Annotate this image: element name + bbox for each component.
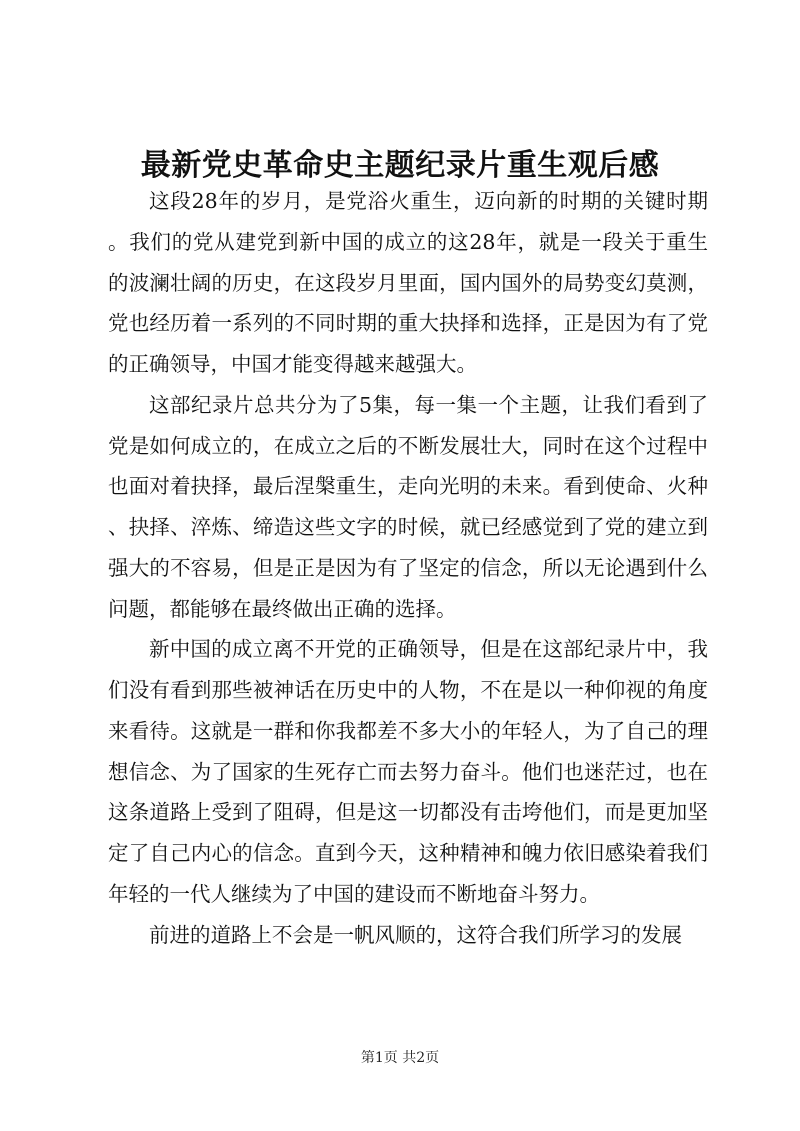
- paragraph: 前进的道路上不会是一帆风顺的，这符合我们所学习的发展: [149, 922, 682, 947]
- paragraph: 这部纪录片总共分为了5集，每一集一个主题，让我们看到了党是如何成立的，在成立之后的不断发展壮大，同时在这个过程中也面对着抉择，最后涅槃重生，走向光明的未来。看到使命、火种、抉择、淬炼、缔造这些文字的时候，就已经感觉到了党的建立到强大的不容易，但是正是因为有了坚定的信念，所以无论遇到什么问题，都能够在最终做出正确的选择。: [108, 392, 708, 621]
- paragraph: 这段28年的岁月，是党浴火重生，迈向新的时期的关键时期。我们的党从建党到新中国的成立的这28年，就是一段关于重生的波澜壮阔的历史，在这段岁月里面，国内国外的局势变幻莫测，党也经历着一系列的不同时期的重大抉择和选择，正是因为有了党的正确领导，中国才能变得越来越强大。: [108, 189, 708, 376]
- document-body: [108, 181, 708, 955]
- paragraph: 新中国的成立离不开党的正确领导，但是在这部纪录片中，我们没有看到那些被神话在历史中的人物，不在是以一种仰视的角度来看待。这就是一群和你我都差不多大小的年轻人，为了自己的理想信念、为了国家的生死存亡而去努力奋斗。他们也迷茫过，也在这条道路上受到了阻碍，但是这一切都没有击垮他们，而是更加坚定了自己内心的信念。直到今天，这种精神和魄力依旧感染着我们年轻的一代人继续为了中国的建设而不断地奋斗努力。: [108, 637, 708, 906]
- document-title: 最新党史革命史主题纪录片重生观后感: [140, 148, 660, 183]
- page-number-footer: 第1页 共2页: [360, 1050, 440, 1066]
